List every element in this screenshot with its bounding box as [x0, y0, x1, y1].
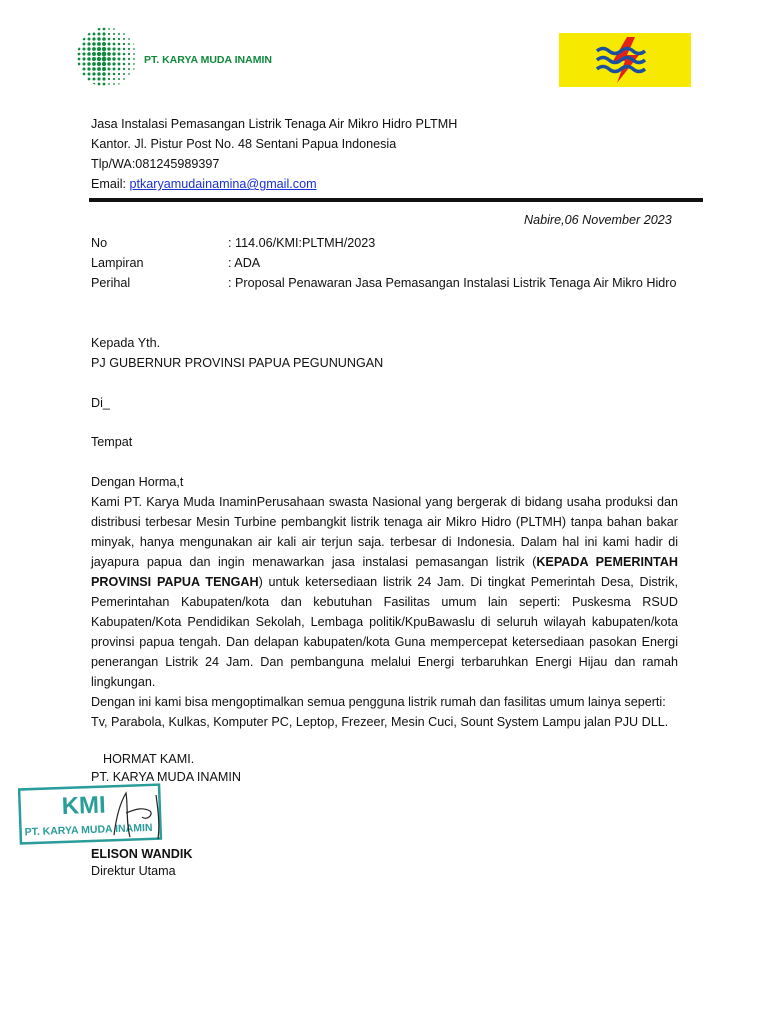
stamp-initials: KMI: [61, 791, 107, 821]
meta-label: Lampiran: [91, 256, 144, 270]
meta-row-number: [91, 233, 676, 253]
company-address: Kantor. Jl. Pistur Post No. 48 Sentani Papua Indonesia: [91, 137, 397, 151]
letterhead: [91, 114, 457, 194]
meta-value: : Proposal Penawaran Jasa Pemasangan Instalasi Listrik Tenaga Air Mikro Hidro: [228, 276, 677, 290]
body-paragraph-3: Tv, Parabola, Kulkas, Komputer PC, Leptop, Frezeer, Mesin Cuci, Sount System Lampu jalan PJU DLL.: [91, 715, 669, 729]
meta-row-attachment: [91, 253, 676, 273]
company-stamp: [18, 783, 164, 845]
letter-date: Nabire,06 November 2023: [524, 213, 672, 227]
body-text: [91, 492, 678, 732]
company-phone: Tlp/WA:081245989397: [91, 157, 220, 171]
letter-meta: [91, 233, 676, 293]
meta-row-subject: [91, 273, 676, 293]
body-paragraph-2: Dengan ini kami bisa mengoptimalkan semua pengguna listrik rumah dan fasilitas umum lainya seperti:: [91, 695, 666, 709]
pln-logo: [559, 33, 691, 87]
body-paragraph-1: [91, 492, 678, 692]
meta-label: No: [91, 236, 108, 250]
body-p1-part-a: Kami PT. Karya Muda InaminPerusahaan swasta Nasional yang bergerak di bidang usaha produksi dan distribusi terbesar Mesin Turbine pembangkit listrik tenaga air Mikro Hidro (PLTMH) tanpa bahan bakar minyak, hanya mengunakan air kali air terjun saja. terbesar di Indonesia. Dalam hal ini kami hadir di jayapura papua dan ingin menawarkan jasa instalasi pemasangan listrik (: [91, 495, 678, 569]
meta-label: Perihal: [91, 276, 131, 290]
recipient-name: PJ GUBERNUR PROVINSI PAPUA PEGUNUNGAN: [91, 356, 384, 370]
company-logo: [76, 26, 276, 96]
signer-title: Direktur Utama: [91, 864, 176, 878]
company-logo-name: PT. KARYA MUDA INAMIN: [144, 54, 272, 66]
company-tagline: Jasa Instalasi Pemasangan Listrik Tenaga Air Mikro Hidro PLTMH: [91, 117, 458, 131]
salutation: Dengan Horma,t: [91, 475, 184, 489]
stamp-text: PT. KARYA MUDA INAMIN: [24, 821, 153, 839]
closing-regards: HORMAT KAMI.: [103, 752, 195, 766]
company-email-line: [91, 174, 457, 194]
recipient-di: Di_: [91, 396, 110, 410]
meta-value: : ADA: [228, 256, 261, 270]
signature-scribble: [96, 783, 186, 845]
header-divider: [89, 198, 703, 202]
meta-value: : 114.06/KMI:PLTMH/2023: [228, 236, 376, 250]
closing-company: PT. KARYA MUDA INAMIN: [91, 770, 241, 784]
email-label: Email:: [91, 177, 130, 191]
recipient-greeting: Kepada Yth.: [91, 336, 161, 350]
signer-name: ELISON WANDIK: [91, 847, 193, 861]
globe-logo-icon: [76, 26, 138, 88]
body-p1-bold: KEPADA PEMERINTAH PROVINSI PAPUA TENGAH: [91, 555, 678, 589]
recipient-place: Tempat: [91, 435, 133, 449]
body-p1-part-b: ) untuk ketersediaan listrik 24 Jam. Di tingkat Pemerintah Desa, Distrik, Pemerintahan Kabupaten/kota dan kebutuhan Fasilitas umum lain seperti: Puskesma RSUD Kabupaten/Kota Pendidikan Sekolah, Lembaga politik/KpuBawaslu di seluruh wilayah kabupaten/kota provinsi papua tengah. Dan delapan kabupaten/kota Guna mempercepat ketersediaan pasokan Energi penerangan Listrik 24 Jam. Dan pembanguna melalui Energi terbaruhkan Energi Hijau dan ramah lingkungan.: [91, 575, 678, 689]
email-link[interactable]: ptkaryamudainamina@gmail.com: [129, 177, 317, 191]
lightning-logo-icon: [559, 33, 691, 87]
